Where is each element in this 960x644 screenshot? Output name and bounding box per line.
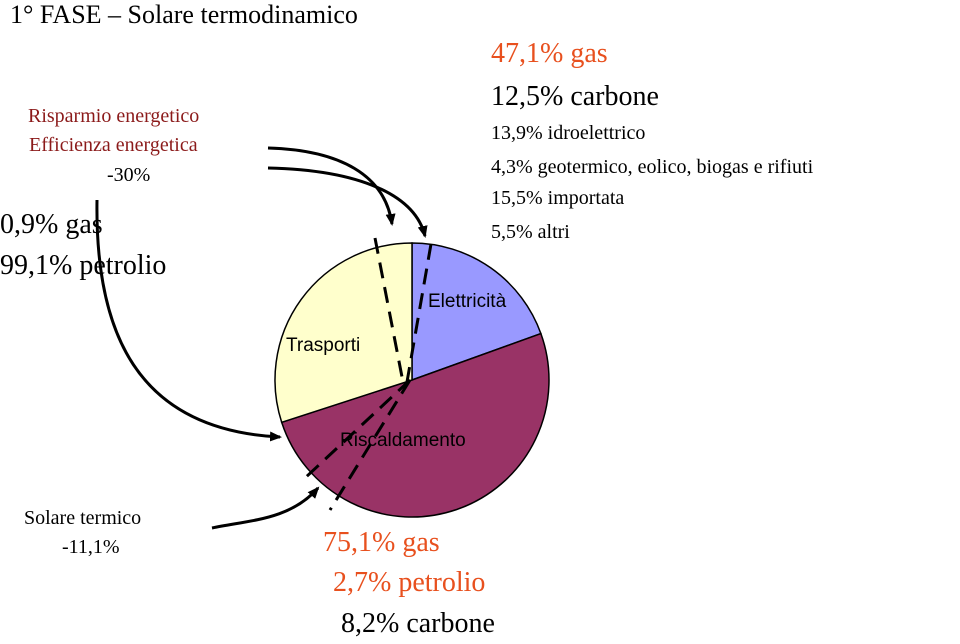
solar-thermal-label: Solare termico	[24, 507, 142, 529]
electricity-source-item: 4,3% geotermico, eolico, biogas e rifiuti	[491, 156, 814, 178]
heating-source-item: 8,2% carbone	[341, 608, 495, 639]
slice-label-heating: Riscaldamento	[340, 430, 466, 451]
electricity-source-item: 15,5% importata	[491, 187, 625, 209]
energy-efficiency-label: Efficienza energetica	[29, 134, 198, 156]
transport-gas-share: 0,9% gas	[0, 209, 103, 240]
transport-fuel-arrow	[97, 200, 280, 437]
solar-thermal-arrow	[212, 488, 318, 528]
slice-label-transport: Trasporti	[286, 335, 361, 356]
energy-saving-label	[28, 106, 199, 126]
heating-source-item: 2,7% petrolio	[333, 567, 486, 598]
saving-percentage: -30%	[107, 164, 151, 186]
energy-saving-line: Risparmio energetico	[28, 105, 200, 127]
solar-thermal-percentage: -11,1%	[62, 536, 120, 558]
savings-arrow-to-electricity	[268, 168, 425, 236]
slice-label-electricity: Elettricità	[428, 291, 507, 312]
electricity-source-item: 13,9% idroelettrico	[491, 122, 646, 144]
pie-chart	[275, 243, 549, 517]
electricity-source-item: 12,5% carbone	[491, 81, 659, 112]
electricity-source-item: 5,5% altri	[491, 221, 570, 243]
heating-source-item: 75,1% gas	[323, 527, 440, 558]
page-title: 1° FASE – Solare termodinamico	[10, 0, 358, 29]
transport-oil-share: 99,1% petrolio	[0, 250, 167, 281]
electricity-source-item: 47,1% gas	[491, 38, 608, 69]
